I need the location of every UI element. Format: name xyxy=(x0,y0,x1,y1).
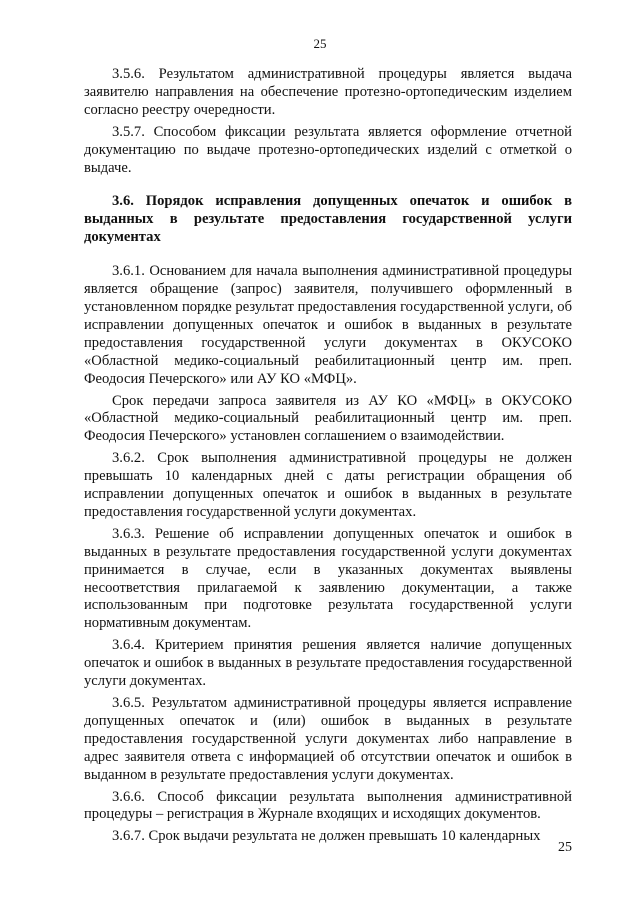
paragraph-3-5-7: 3.5.7. Способом фиксации результата является оформление отчетной документацию по выдаче протезно-ортопедических изделий с отметкой о выдаче. xyxy=(84,123,572,176)
paragraph-3-5-6: 3.5.6. Результатом административной процедуры является выдача заявителю направления на обеспечение протезно-ортопедическим изделием согласно реестру очередности. xyxy=(84,66,572,118)
page-number-top: 25 xyxy=(313,36,327,51)
document-body xyxy=(84,66,572,846)
paragraph-transfer-term: Срок передачи запроса заявителя из АУ КО «МФЦ» в ОКУСОКО «Областной медико-социальный реабилитационный центр им. преп. Феодосия Печерского» установлен соглашением о взаимодействии. xyxy=(84,392,572,445)
page-number-bottom: 25 xyxy=(558,840,572,855)
paragraph-3-6-1: 3.6.1. Основанием для начала выполнения административной процедуры является обращение (запрос) заявителя, получившего оформленный в установленном порядке результат предоставления государственной услуги, об исправлении допущенных опечаток и ошибок в выданных в результате предоставления государственной услуги документах в ОКУСОКО «Областной медико-социальный реабилитационный центр им. преп. Феодосия Печерского» или АУ КО «МФЦ». xyxy=(84,263,572,387)
paragraph-3-6-2: 3.6.2. Срок выполнения административной процедуры не должен превышать 10 календарных дней с даты регистрации обращения об исправлении допущенных опечаток и ошибок в выданных в результате предоставления государственной услуги документах. xyxy=(84,450,572,520)
paragraph-3-6-7: 3.6.7. Срок выдачи результата не должен превышать 10 календарных xyxy=(112,828,541,845)
paragraph-3-6-6: 3.6.6. Способ фиксации результата выполнения административной процедуры – регистрация в Журнале входящих и исходящих документов. xyxy=(84,788,572,823)
paragraph-3-6-5: 3.6.5. Результатом административной процедуры является исправление допущенных опечаток и (или) ошибок в выданных в результате предоставления государственной услуги документах либо направление в адрес заявителя ответа с информацией об отсутствии опечаток и ошибок в выданном в результате предоставления услуги документах. xyxy=(84,695,572,783)
paragraph-3-6-3: 3.6.3. Решение об исправлении допущенных опечаток и ошибок в выданных в результате предоставления государственной услуги документах принимается в случае, если в указанных документах выявлены несоответствия прилагаемой к заявлению документации, а также использованным при подготовке результата государственной услуги нормативным документам. xyxy=(84,525,572,632)
paragraph-3-6-4: 3.6.4. Критерием принятия решения является наличие допущенных опечаток и ошибок в выданных в результате предоставления государственной услуги документах. xyxy=(84,637,572,690)
section-heading-3-6: 3.6. Порядок исправления допущенных опечаток и ошибок в выданных в результате предоставления государственной услуги документах xyxy=(84,193,572,246)
